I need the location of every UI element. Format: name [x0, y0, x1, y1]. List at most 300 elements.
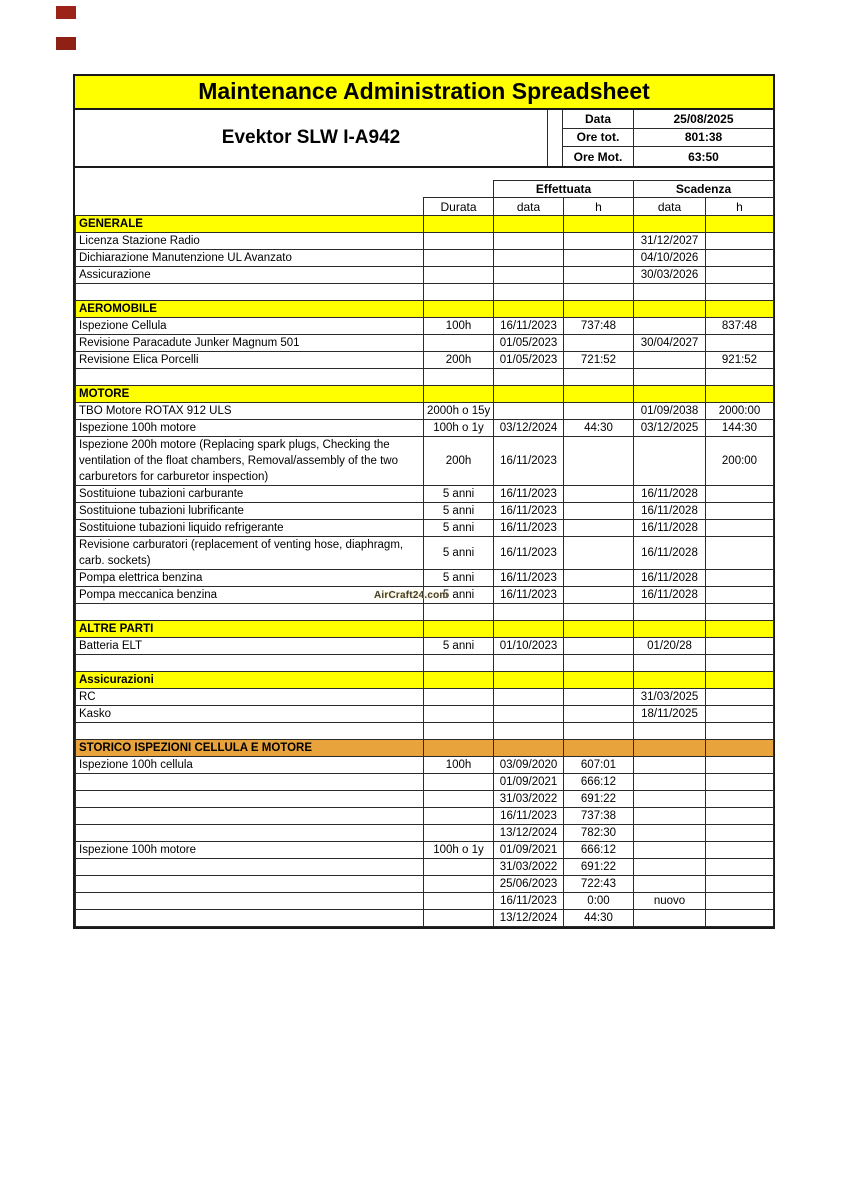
section-header-row [76, 621, 774, 638]
cell-scadenza-data: 01/09/2038 [634, 403, 706, 420]
cell-durata [424, 386, 494, 403]
table-row [76, 537, 774, 570]
cell-scadenza-h [706, 301, 774, 318]
column-header-row [76, 198, 774, 216]
cell-scadenza-h: 837:48 [706, 318, 774, 335]
cell-scadenza-h [706, 369, 774, 386]
cell-effettuata-h [564, 403, 634, 420]
info-label-ore-mot: Ore Mot. [562, 147, 633, 166]
row-description-cell: Dichiarazione Manutenzione UL Avanzato [76, 250, 424, 267]
cell-scadenza-h: 144:30 [706, 420, 774, 437]
cell-effettuata-h: 721:52 [564, 352, 634, 369]
table-row [76, 352, 774, 369]
section-header-row [76, 216, 774, 233]
effettuata-data-column-header: data [494, 198, 564, 216]
cell-effettuata-h [564, 537, 634, 570]
cell-effettuata-h [564, 301, 634, 318]
cell-scadenza-h [706, 825, 774, 842]
cell-scadenza-h [706, 335, 774, 352]
maintenance-spreadsheet [73, 74, 775, 929]
cell-scadenza-data [634, 859, 706, 876]
page-title: Maintenance Administration Spreadsheet [73, 74, 775, 110]
cell-effettuata-h: 722:43 [564, 876, 634, 893]
cell-effettuata-data: 01/09/2021 [494, 774, 564, 791]
cell-effettuata-h [564, 284, 634, 301]
cell-scadenza-data: 01/20/28 [634, 638, 706, 655]
spacer-row [76, 369, 774, 386]
cell-durata: 200h [424, 352, 494, 369]
cell-effettuata-h: 0:00 [564, 893, 634, 910]
cell-scadenza-data [634, 216, 706, 233]
cell-scadenza-data: 31/12/2027 [634, 233, 706, 250]
durata-column-header: Durata [424, 198, 494, 216]
row-description-cell [76, 655, 424, 672]
cell-scadenza-h [706, 842, 774, 859]
table-row [76, 233, 774, 250]
cell-scadenza-data [634, 842, 706, 859]
cell-effettuata-h [564, 437, 634, 486]
cell-effettuata-h: 44:30 [564, 910, 634, 927]
row-description-cell [76, 876, 424, 893]
watermark: AirCraft24.com [374, 590, 449, 601]
info-label-data: Data [562, 110, 633, 129]
cell-durata [424, 791, 494, 808]
cell-scadenza-data [634, 621, 706, 638]
cell-durata [424, 335, 494, 352]
row-description-cell: Assicurazione [76, 267, 424, 284]
cell-durata: 5 anni [424, 638, 494, 655]
cell-durata [424, 859, 494, 876]
cell-effettuata-h: 666:12 [564, 842, 634, 859]
cell-effettuata-h [564, 386, 634, 403]
cell-durata [424, 740, 494, 757]
cell-durata: 5 anni [424, 587, 494, 604]
cell-scadenza-data [634, 437, 706, 486]
table-row [76, 267, 774, 284]
cell-scadenza-h [706, 621, 774, 638]
cell-scadenza-h: 2000:00 [706, 403, 774, 420]
row-description-cell: Ispezione 200h motore (Replacing spark plugs, Checking the ventilation of the float chambers, Removal/assembly of the two carburetors for carburetor inspection) [76, 437, 424, 486]
scadenza-h-column-header: h [706, 198, 774, 216]
cell-scadenza-data: 16/11/2028 [634, 486, 706, 503]
cell-scadenza-data: 31/03/2025 [634, 689, 706, 706]
cell-durata: 200h [424, 437, 494, 486]
cell-scadenza-h [706, 859, 774, 876]
row-description-cell: Assicurazioni [76, 672, 424, 689]
cell-effettuata-h [564, 587, 634, 604]
cell-scadenza-data [634, 740, 706, 757]
cell-effettuata-h [564, 216, 634, 233]
cell-durata: 2000h o 15y [424, 403, 494, 420]
cell-scadenza-h [706, 604, 774, 621]
cell-scadenza-data [634, 284, 706, 301]
row-description-cell: Ispezione 100h motore [76, 420, 424, 437]
effettuata-group-header: Effettuata [494, 181, 634, 198]
cell-scadenza-h [706, 386, 774, 403]
cell-effettuata-data: 16/11/2023 [494, 318, 564, 335]
cell-scadenza-h [706, 893, 774, 910]
cell-scadenza-data: nuovo [634, 893, 706, 910]
row-description-cell: Ispezione 100h cellula [76, 757, 424, 774]
cell-effettuata-h: 737:48 [564, 318, 634, 335]
cell-effettuata-data [494, 740, 564, 757]
row-description-cell [76, 910, 424, 927]
cell-scadenza-h [706, 587, 774, 604]
cell-effettuata-h: 607:01 [564, 757, 634, 774]
table-row [76, 250, 774, 267]
cell-effettuata-data [494, 672, 564, 689]
cell-scadenza-h [706, 740, 774, 757]
group-header-empty [76, 181, 494, 198]
cell-effettuata-h [564, 723, 634, 740]
cell-scadenza-data: 16/11/2028 [634, 570, 706, 587]
table-row [76, 437, 774, 486]
table-row [76, 825, 774, 842]
row-description-cell [76, 859, 424, 876]
column-header-empty [76, 198, 424, 216]
cell-scadenza-data: 18/11/2025 [634, 706, 706, 723]
cell-durata [424, 284, 494, 301]
cell-effettuata-data: 16/11/2023 [494, 537, 564, 570]
row-description-cell [76, 723, 424, 740]
cell-scadenza-data: 16/11/2028 [634, 503, 706, 520]
table-row [76, 503, 774, 520]
info-value-ore-tot: 801:38 [633, 129, 773, 148]
cell-effettuata-h [564, 570, 634, 587]
cell-scadenza-data: 03/12/2025 [634, 420, 706, 437]
row-description-cell: Ispezione 100h motore [76, 842, 424, 859]
cell-durata [424, 267, 494, 284]
spacer-row [76, 655, 774, 672]
cell-effettuata-data [494, 386, 564, 403]
cell-scadenza-data [634, 910, 706, 927]
red-artifact-mark [56, 6, 76, 19]
scadenza-data-column-header: data [634, 198, 706, 216]
section-header-row [76, 386, 774, 403]
cell-effettuata-h [564, 233, 634, 250]
cell-effettuata-h: 782:30 [564, 825, 634, 842]
spacer-row [76, 723, 774, 740]
table-row [76, 757, 774, 774]
cell-effettuata-data [494, 216, 564, 233]
cell-durata [424, 233, 494, 250]
cell-effettuata-data [494, 403, 564, 420]
maintenance-table [75, 180, 774, 927]
header-info-table [562, 110, 773, 166]
row-description-cell: TBO Motore ROTAX 912 ULS [76, 403, 424, 420]
cell-scadenza-h [706, 689, 774, 706]
cell-effettuata-h: 691:22 [564, 859, 634, 876]
cell-effettuata-h [564, 335, 634, 352]
red-artifact-mark [56, 37, 76, 50]
row-description-cell: Sostituione tubazioni liquido refrigerante [76, 520, 424, 537]
cell-scadenza-data [634, 723, 706, 740]
info-label-ore-tot: Ore tot. [562, 129, 633, 148]
cell-durata: 5 anni [424, 570, 494, 587]
cell-scadenza-data: 04/10/2026 [634, 250, 706, 267]
cell-durata [424, 825, 494, 842]
cell-scadenza-h [706, 876, 774, 893]
section-header-row [76, 301, 774, 318]
cell-durata [424, 604, 494, 621]
row-description-cell: Sostituione tubazioni lubrificante [76, 503, 424, 520]
cell-durata: 100h [424, 318, 494, 335]
cell-scadenza-h [706, 706, 774, 723]
cell-effettuata-h [564, 621, 634, 638]
cell-durata: 5 anni [424, 520, 494, 537]
cell-durata [424, 672, 494, 689]
cell-scadenza-data [634, 352, 706, 369]
row-description-cell: STORICO ISPEZIONI CELLULA E MOTORE [76, 740, 424, 757]
table-row [76, 520, 774, 537]
cell-durata [424, 216, 494, 233]
cell-scadenza-h [706, 638, 774, 655]
cell-scadenza-data [634, 655, 706, 672]
cell-scadenza-h [706, 503, 774, 520]
cell-effettuata-h [564, 520, 634, 537]
group-header-row [76, 181, 774, 198]
cell-effettuata-data: 01/05/2023 [494, 335, 564, 352]
cell-effettuata-data: 16/11/2023 [494, 893, 564, 910]
cell-effettuata-h [564, 689, 634, 706]
cell-effettuata-data: 16/11/2023 [494, 520, 564, 537]
cell-effettuata-h [564, 486, 634, 503]
cell-effettuata-h [564, 604, 634, 621]
table-row [76, 876, 774, 893]
cell-scadenza-data [634, 774, 706, 791]
cell-effettuata-data: 13/12/2024 [494, 825, 564, 842]
cell-scadenza-data [634, 757, 706, 774]
cell-scadenza-h [706, 267, 774, 284]
table-row [76, 318, 774, 335]
cell-scadenza-data [634, 386, 706, 403]
cell-effettuata-h: 737:38 [564, 808, 634, 825]
cell-effettuata-h [564, 706, 634, 723]
row-description-cell: Revisione Paracadute Junker Magnum 501 [76, 335, 424, 352]
cell-scadenza-h [706, 791, 774, 808]
cell-effettuata-h [564, 638, 634, 655]
cell-durata [424, 910, 494, 927]
row-description-cell [76, 808, 424, 825]
row-description-cell [76, 284, 424, 301]
cell-durata [424, 723, 494, 740]
cell-effettuata-h [564, 250, 634, 267]
cell-effettuata-data: 01/05/2023 [494, 352, 564, 369]
info-value-data: 25/08/2025 [633, 110, 773, 129]
cell-effettuata-h [564, 655, 634, 672]
row-description-cell: Ispezione Cellula [76, 318, 424, 335]
cell-effettuata-h [564, 369, 634, 386]
row-description-cell [76, 825, 424, 842]
cell-durata [424, 250, 494, 267]
cell-scadenza-h [706, 910, 774, 927]
cell-scadenza-h [706, 233, 774, 250]
row-description-cell: GENERALE [76, 216, 424, 233]
cell-effettuata-data: 03/09/2020 [494, 757, 564, 774]
cell-scadenza-h [706, 774, 774, 791]
cell-scadenza-h [706, 537, 774, 570]
cell-scadenza-data [634, 672, 706, 689]
cell-scadenza-h [706, 570, 774, 587]
cell-scadenza-data: 16/11/2028 [634, 587, 706, 604]
sheet-body [73, 168, 775, 929]
row-description-cell: Revisione Elica Porcelli [76, 352, 424, 369]
cell-durata: 100h o 1y [424, 842, 494, 859]
cell-effettuata-data: 31/03/2022 [494, 791, 564, 808]
row-description-cell [76, 893, 424, 910]
section-header-row [76, 740, 774, 757]
cell-effettuata-data [494, 689, 564, 706]
row-description-cell: ALTRE PARTI [76, 621, 424, 638]
cell-durata [424, 774, 494, 791]
cell-scadenza-data [634, 876, 706, 893]
cell-durata: 5 anni [424, 486, 494, 503]
row-description-cell: Pompa meccanica benzina [76, 587, 424, 604]
table-row [76, 420, 774, 437]
cell-effettuata-data: 16/11/2023 [494, 808, 564, 825]
section-header-row [76, 672, 774, 689]
spacer-row [76, 604, 774, 621]
row-description-cell [76, 774, 424, 791]
cell-effettuata-data: 16/11/2023 [494, 503, 564, 520]
cell-scadenza-h [706, 808, 774, 825]
row-description-cell: RC [76, 689, 424, 706]
table-row [76, 910, 774, 927]
cell-effettuata-data: 03/12/2024 [494, 420, 564, 437]
cell-effettuata-data: 16/11/2023 [494, 486, 564, 503]
row-description-cell: Batteria ELT [76, 638, 424, 655]
row-description-cell: Pompa elettrica benzina [76, 570, 424, 587]
cell-scadenza-h [706, 723, 774, 740]
cell-durata [424, 689, 494, 706]
cell-effettuata-data [494, 723, 564, 740]
cell-effettuata-data [494, 267, 564, 284]
cell-effettuata-data [494, 233, 564, 250]
cell-durata [424, 808, 494, 825]
cell-scadenza-h [706, 757, 774, 774]
cell-scadenza-h [706, 520, 774, 537]
table-row [76, 842, 774, 859]
sheet-header [73, 110, 775, 168]
cell-scadenza-h [706, 284, 774, 301]
cell-effettuata-data [494, 621, 564, 638]
cell-effettuata-data: 31/03/2022 [494, 859, 564, 876]
cell-effettuata-data: 16/11/2023 [494, 587, 564, 604]
cell-effettuata-data [494, 706, 564, 723]
table-row [76, 893, 774, 910]
cell-effettuata-h: 691:22 [564, 791, 634, 808]
cell-durata [424, 876, 494, 893]
spacer-row [76, 284, 774, 301]
cell-effettuata-h [564, 267, 634, 284]
info-value-ore-mot: 63:50 [633, 147, 773, 166]
row-description-cell: Sostituione tubazioni carburante [76, 486, 424, 503]
cell-effettuata-data [494, 655, 564, 672]
row-description-cell: MOTORE [76, 386, 424, 403]
cell-effettuata-data: 16/11/2023 [494, 570, 564, 587]
cell-scadenza-data [634, 808, 706, 825]
row-description-cell: Licenza Stazione Radio [76, 233, 424, 250]
table-row [76, 335, 774, 352]
row-description-cell: AEROMOBILE [76, 301, 424, 318]
table-row [76, 689, 774, 706]
aircraft-name: Evektor SLW I-A942 [75, 110, 548, 166]
cell-effettuata-data [494, 369, 564, 386]
cell-scadenza-data [634, 369, 706, 386]
table-row [76, 808, 774, 825]
cell-durata [424, 301, 494, 318]
cell-effettuata-data [494, 604, 564, 621]
table-row [76, 859, 774, 876]
scadenza-group-header: Scadenza [634, 181, 774, 198]
cell-effettuata-data: 01/09/2021 [494, 842, 564, 859]
cell-effettuata-data [494, 250, 564, 267]
cell-scadenza-data [634, 604, 706, 621]
cell-scadenza-data: 30/04/2027 [634, 335, 706, 352]
table-row [76, 774, 774, 791]
table-row [76, 638, 774, 655]
cell-scadenza-data [634, 318, 706, 335]
table-row [76, 706, 774, 723]
cell-durata: 5 anni [424, 537, 494, 570]
cell-scadenza-data: 16/11/2028 [634, 520, 706, 537]
cell-scadenza-h [706, 216, 774, 233]
cell-durata [424, 655, 494, 672]
table-row [76, 403, 774, 420]
cell-scadenza-data [634, 301, 706, 318]
cell-scadenza-h [706, 486, 774, 503]
cell-scadenza-data [634, 825, 706, 842]
cell-scadenza-data: 16/11/2028 [634, 537, 706, 570]
cell-effettuata-data: 16/11/2023 [494, 437, 564, 486]
cell-durata [424, 706, 494, 723]
table-row [76, 486, 774, 503]
row-description-cell [76, 604, 424, 621]
cell-effettuata-data: 01/10/2023 [494, 638, 564, 655]
cell-durata [424, 621, 494, 638]
cell-effettuata-data [494, 284, 564, 301]
cell-durata [424, 893, 494, 910]
cell-scadenza-h [706, 672, 774, 689]
cell-scadenza-h: 921:52 [706, 352, 774, 369]
row-description-cell [76, 791, 424, 808]
cell-scadenza-h [706, 655, 774, 672]
cell-durata: 100h o 1y [424, 420, 494, 437]
table-row [76, 791, 774, 808]
cell-effettuata-h [564, 740, 634, 757]
cell-durata: 100h [424, 757, 494, 774]
cell-durata [424, 369, 494, 386]
cell-scadenza-data: 30/03/2026 [634, 267, 706, 284]
table-row [76, 570, 774, 587]
cell-effettuata-h: 44:30 [564, 420, 634, 437]
cell-effettuata-h [564, 672, 634, 689]
cell-scadenza-h [706, 250, 774, 267]
cell-effettuata-h: 666:12 [564, 774, 634, 791]
effettuata-h-column-header: h [564, 198, 634, 216]
cell-durata: 5 anni [424, 503, 494, 520]
row-description-cell [76, 369, 424, 386]
cell-effettuata-data: 25/06/2023 [494, 876, 564, 893]
cell-effettuata-data [494, 301, 564, 318]
row-description-cell: Kasko [76, 706, 424, 723]
cell-scadenza-h: 200:00 [706, 437, 774, 486]
cell-effettuata-h [564, 503, 634, 520]
cell-effettuata-data: 13/12/2024 [494, 910, 564, 927]
cell-scadenza-data [634, 791, 706, 808]
maintenance-table-body [76, 216, 774, 927]
row-description-cell: Revisione carburatori (replacement of venting hose, diaphragm, carb. sockets) [76, 537, 424, 570]
